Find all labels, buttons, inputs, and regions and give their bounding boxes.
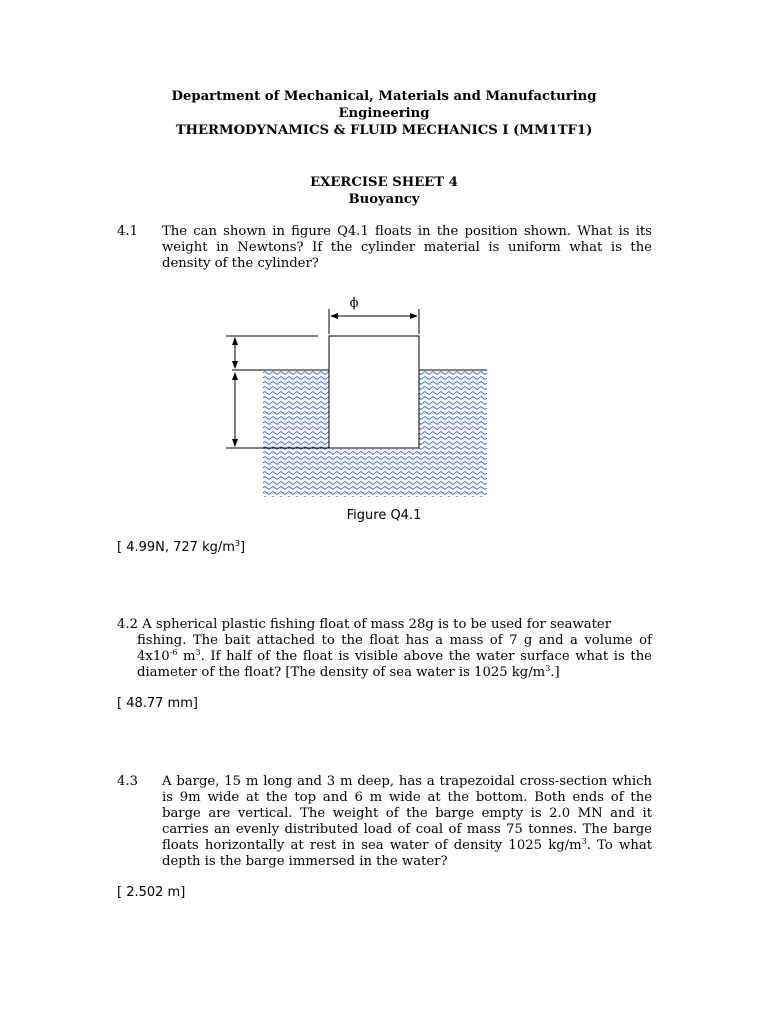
- question-lead: 4.2 A spherical plastic fishing float of mass 28g is to be used for seawater: [117, 617, 612, 632]
- water-left: [263, 371, 329, 449]
- floating-cylinder: [329, 336, 419, 448]
- dim-arrow-up-2: [232, 372, 238, 380]
- department-name-cont: Engineering: [338, 106, 430, 121]
- sheet-subtitle: Buoyancy: [348, 192, 420, 207]
- answer-4-3: [ 2.502 m]: [117, 885, 186, 900]
- question-4-3: [117, 774, 652, 870]
- question-text: A barge, 15 m long and 3 m deep, has a trapezoidal cross-section which is 9m wide at the top and 6 m wide at the bottom. Both ends of the barge are vertical. The weight of the barge empty is 2.0 MN and it carries an evenly distributed load of coal of mass 75 tonnes. The barge floats horizontally at rest in sea water of density 1025 $kg/m^3$. To what depth is the barge immersed in the water?: [162, 774, 653, 869]
- figure-caption: Figure Q4.1: [346, 508, 422, 523]
- water-bottom: [263, 449, 487, 497]
- answer-4-2: [ 48.77 mm]: [117, 696, 198, 711]
- diameter-symbol: ϕ: [349, 296, 359, 311]
- question-number: 4.1: [117, 224, 138, 239]
- question-text: fishing. The bait attached to the float has a mass of 7 g and a volume of $4x10^{-6}$ $m^3$. If half of the float is visible above the water surface what is the diameter of the float? [The density of sea water is 1025 $kg/m^3$.]: [137, 633, 652, 680]
- dim-arrow-down-2: [232, 439, 238, 447]
- diameter-arrow-left: [330, 313, 338, 319]
- department-name: Department of Mechanical, Materials and Manufacturing: [171, 89, 597, 104]
- question-number: 4.3: [117, 774, 138, 789]
- answer-4-1: [ 4.99N, 727 $kg/m^3$]: [117, 539, 246, 555]
- question-text: The can shown in figure Q4.1 floats in the position shown. What is its weight in Newtons? If the cylinder material is uniform what is the density of the cylinder?: [162, 224, 652, 271]
- dim-arrow-up-1: [232, 337, 238, 345]
- course-title: THERMODYNAMICS & FLUID MECHANICS I (MM1TF1): [175, 123, 593, 138]
- diameter-arrow-right: [410, 313, 418, 319]
- sheet-title: EXERCISE SHEET 4: [310, 175, 458, 190]
- water-right: [419, 371, 487, 449]
- dim-arrow-down-1: [232, 361, 238, 369]
- question-4-2: [117, 617, 652, 681]
